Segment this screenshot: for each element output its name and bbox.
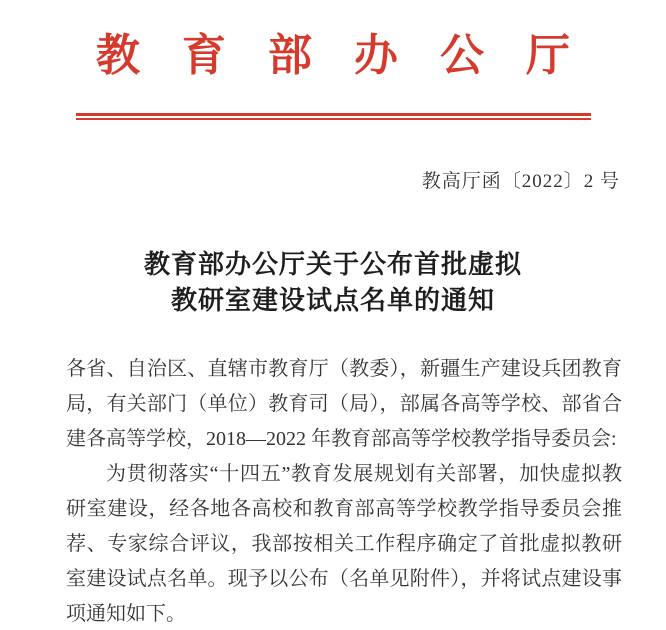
red-divider-rule <box>76 113 591 120</box>
document-title <box>0 247 666 319</box>
notice-paragraph: 为贯彻落实“十四五”教育发展规划有关部署，加快虚拟教研室建设，经各地各高校和教育部高等学校教学指导委员会推荐、专家综合评议，我部按相关工作程序确定了首批虚拟教研室建设试点名单。现予以公布（名单见附件），并将试点建设事项通知如下。 <box>66 463 622 625</box>
document-title-line-2: 教研室建设试点名单的通知 <box>170 286 495 315</box>
issuing-agency-name: 教育部办公厅 <box>96 31 612 80</box>
document-reference-number: 教高厅函〔2022〕2 号 <box>421 171 620 192</box>
document-title-line-1: 教育部办公厅关于公布首批虚拟 <box>143 250 522 279</box>
recipients-paragraph: 各省、自治区、直辖市教育厅（教委），新疆生产建设兵团教育局，有关部门（单位）教育司（局），部属各高等学校、部省合建各高等学校，2018—2022 年教育部高等学校教学指导委员会: <box>66 358 622 450</box>
document-masthead <box>0 0 666 92</box>
document-body <box>0 352 666 630</box>
